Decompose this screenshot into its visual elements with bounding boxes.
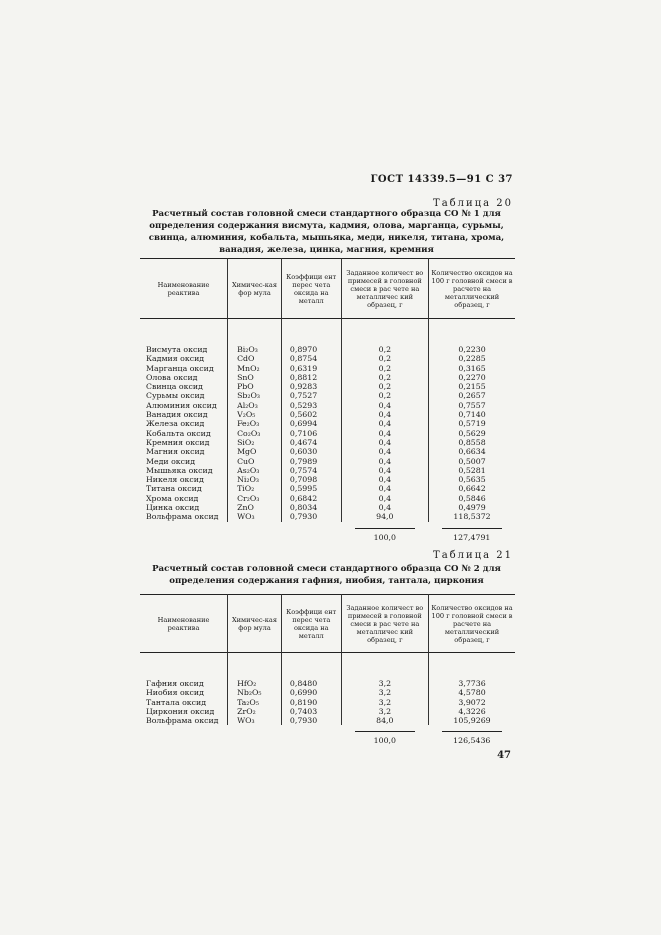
chemical-formula: Sb₂O₃ <box>228 391 282 400</box>
table-row <box>140 345 515 354</box>
conversion-coefficient: 0,5995 <box>281 484 341 493</box>
reagent-name: Сурьмы оксид <box>146 391 205 401</box>
table-row <box>140 382 515 391</box>
conversion-coefficient: 0,6842 <box>281 494 341 503</box>
conversion-coefficient: 0,7527 <box>281 391 341 400</box>
col-amount-header: Количество оксидов на 100 г головной смеси в расчете на металлический образец, г <box>429 595 515 653</box>
chemical-formula: WO₃ <box>228 716 282 725</box>
oxide-amount: 0,8558 <box>429 438 515 447</box>
total-amount: 126,5436 <box>442 731 502 745</box>
chemical-formula: ZrO₂ <box>228 707 282 716</box>
table-row <box>140 716 515 725</box>
given-impurity-mass: 0,2 <box>341 391 428 400</box>
chemical-formula: CuO <box>228 457 282 466</box>
oxide-amount: 0,2657 <box>429 391 515 400</box>
oxide-amount: 0,2285 <box>429 354 515 363</box>
reagent-name: Вольфрама оксид <box>146 716 219 726</box>
given-impurity-mass: 3,2 <box>341 679 428 688</box>
given-impurity-mass: 0,2 <box>341 373 428 382</box>
given-impurity-mass: 0,4 <box>341 457 428 466</box>
table-row <box>140 373 515 382</box>
table-row <box>140 447 515 456</box>
given-impurity-mass: 0,2 <box>341 382 428 391</box>
given-impurity-mass: 0,4 <box>341 484 428 493</box>
conversion-coefficient: 0,6319 <box>281 364 341 373</box>
conversion-coefficient: 0,7106 <box>281 429 341 438</box>
reagent-name: Титана оксид <box>146 484 202 494</box>
conversion-coefficient: 0,7930 <box>281 716 341 725</box>
reagent-name: Кадмия оксид <box>146 354 205 364</box>
col-coef-header: Коэффици ент перес чета оксида на металл <box>281 259 341 319</box>
col-amount-header: Количество оксидов на 100 г головной смеси в расчете на металлический образец, г <box>429 259 515 319</box>
table21-title: Расчетный состав головной смеси стандартного образца СО № 2 для определения содержания гафния, ниобия, тантала, циркония <box>152 564 501 586</box>
conversion-coefficient: 0,6030 <box>281 447 341 456</box>
oxide-amount: 118,5372 <box>429 512 515 521</box>
conversion-coefficient: 0,7098 <box>281 475 341 484</box>
reagent-name: Ниобия оксид <box>146 688 204 698</box>
chemical-formula: MgO <box>228 447 282 456</box>
chemical-formula: V₂O₅ <box>228 410 282 419</box>
total-row <box>140 522 515 542</box>
reagent-name: Вольфрама оксид <box>146 512 219 522</box>
table-row <box>140 707 515 716</box>
given-impurity-mass: 94,0 <box>341 512 428 521</box>
reagent-name: Кобальта оксид <box>146 428 211 438</box>
oxide-amount: 4,3226 <box>429 707 515 716</box>
conversion-coefficient: 0,5602 <box>281 410 341 419</box>
reagent-name: Марганца оксид <box>146 363 214 373</box>
oxide-amount: 0,2230 <box>429 345 515 354</box>
given-impurity-mass: 0,2 <box>341 345 428 354</box>
given-impurity-mass: 0,4 <box>341 410 428 419</box>
chemical-formula: MnO₂ <box>228 364 282 373</box>
oxide-amount: 0,5719 <box>429 419 515 428</box>
oxide-amount: 0,2155 <box>429 382 515 391</box>
given-impurity-mass: 3,2 <box>341 698 428 707</box>
reagent-name: Кремния оксид <box>146 437 210 447</box>
total-given: 100,0 <box>355 528 415 542</box>
reagent-name: Свинца оксид <box>146 382 203 392</box>
conversion-coefficient: 0,8970 <box>281 345 341 354</box>
table21 <box>140 594 515 746</box>
given-impurity-mass: 0,4 <box>341 447 428 456</box>
chemical-formula: Bi₂O₃ <box>228 345 282 354</box>
reagent-name: Меди оксид <box>146 456 196 466</box>
chemical-formula: TiO₂ <box>228 484 282 493</box>
reagent-name: Железа оксид <box>146 419 205 429</box>
oxide-amount: 0,7140 <box>429 410 515 419</box>
oxide-amount: 3,7736 <box>429 679 515 688</box>
table-row <box>140 698 515 707</box>
chemical-formula: Fe₂O₃ <box>228 419 282 428</box>
conversion-coefficient: 0,6990 <box>281 688 341 697</box>
chemical-formula: Nb₂O₅ <box>228 688 282 697</box>
conversion-coefficient: 0,7989 <box>281 457 341 466</box>
given-impurity-mass: 0,4 <box>341 419 428 428</box>
reagent-name: Висмута оксид <box>146 345 208 354</box>
oxide-amount: 0,5007 <box>429 457 515 466</box>
table21-label: Таблица 21 <box>433 550 513 561</box>
given-impurity-mass: 0,4 <box>341 503 428 512</box>
conversion-coefficient: 0,9283 <box>281 382 341 391</box>
conversion-coefficient: 0,8812 <box>281 373 341 382</box>
reagent-name: Хрома оксид <box>146 493 199 503</box>
reagent-name: Олова оксид <box>146 372 198 382</box>
table20 <box>140 258 515 542</box>
table-row <box>140 494 515 503</box>
given-impurity-mass: 0,2 <box>341 354 428 363</box>
oxide-amount: 0,2270 <box>429 373 515 382</box>
given-impurity-mass: 0,4 <box>341 438 428 447</box>
oxide-amount: 0,5846 <box>429 494 515 503</box>
total-row <box>140 725 515 745</box>
conversion-coefficient: 0,5293 <box>281 401 341 410</box>
chemical-formula: Ni₂O₃ <box>228 475 282 484</box>
reagent-name: Мышьяка оксид <box>146 465 213 475</box>
oxide-amount: 0,5629 <box>429 429 515 438</box>
page-number: 47 <box>497 750 511 761</box>
col-coef-header: Коэффици ент перес чета оксида на металл <box>281 595 341 653</box>
conversion-coefficient: 0,7403 <box>281 707 341 716</box>
oxide-amount: 0,3165 <box>429 364 515 373</box>
oxide-amount: 3,9072 <box>429 698 515 707</box>
table-row <box>140 503 515 512</box>
col-formula-header: Химичес-кая фор мула <box>228 259 282 319</box>
table-row <box>140 512 515 521</box>
table-row <box>140 679 515 688</box>
table20-label: Таблица 20 <box>433 198 513 209</box>
chemical-formula: Co₂O₃ <box>228 429 282 438</box>
reagent-name: Магния оксид <box>146 447 205 457</box>
oxide-amount: 0,6634 <box>429 447 515 456</box>
given-impurity-mass: 0,4 <box>341 466 428 475</box>
reagent-name: Цинка оксид <box>146 503 200 513</box>
given-impurity-mass: 0,2 <box>341 364 428 373</box>
col-name-header: Наименование реактива <box>157 615 210 632</box>
table-row <box>140 391 515 400</box>
table-row <box>140 364 515 373</box>
table-row <box>140 354 515 363</box>
conversion-coefficient: 0,8034 <box>281 503 341 512</box>
reagent-name: Циркония оксид <box>146 706 215 716</box>
conversion-coefficient: 0,7574 <box>281 466 341 475</box>
given-impurity-mass: 3,2 <box>341 688 428 697</box>
table-row <box>140 438 515 447</box>
chemical-formula: Cr₂O₃ <box>228 494 282 503</box>
reagent-name: Никеля оксид <box>146 475 204 485</box>
chemical-formula: As₂O₃ <box>228 466 282 475</box>
conversion-coefficient: 0,8754 <box>281 354 341 363</box>
reagent-name: Алюминия оксид <box>146 400 217 410</box>
chemical-formula: Al₂O₃ <box>228 401 282 410</box>
oxide-amount: 0,5635 <box>429 475 515 484</box>
given-impurity-mass: 0,4 <box>341 401 428 410</box>
given-impurity-mass: 0,4 <box>341 475 428 484</box>
chemical-formula: CdO <box>228 354 282 363</box>
oxide-amount: 0,5281 <box>429 466 515 475</box>
col-given-header: Заданное количест во примесей в головной смеси в рас чете на металличес кий образец, г <box>341 259 428 319</box>
chemical-formula: SiO₂ <box>228 438 282 447</box>
reagent-name: Тантала оксид <box>146 697 207 707</box>
oxide-amount: 105,9269 <box>429 716 515 725</box>
table-row <box>140 401 515 410</box>
conversion-coefficient: 0,6994 <box>281 419 341 428</box>
given-impurity-mass: 3,2 <box>341 707 428 716</box>
reagent-name: Ванадия оксид <box>146 410 208 420</box>
oxide-amount: 0,7557 <box>429 401 515 410</box>
col-formula-header: Химичес-кая фор мула <box>228 595 282 653</box>
table-row <box>140 457 515 466</box>
given-impurity-mass: 84,0 <box>341 716 428 725</box>
page-header: ГОСТ 14339.5—91 С 37 <box>370 174 513 185</box>
oxide-amount: 4,5780 <box>429 688 515 697</box>
table-row <box>140 475 515 484</box>
given-impurity-mass: 0,4 <box>341 429 428 438</box>
chemical-formula: Ta₂O₅ <box>228 698 282 707</box>
conversion-coefficient: 0,8480 <box>281 679 341 688</box>
table-row <box>140 688 515 697</box>
conversion-coefficient: 0,8190 <box>281 698 341 707</box>
reagent-name: Гафния оксид <box>146 679 204 688</box>
chemical-formula: SnO <box>228 373 282 382</box>
table-row <box>140 410 515 419</box>
spacer-row <box>140 653 515 680</box>
chemical-formula: WO₃ <box>228 512 282 521</box>
conversion-coefficient: 0,4674 <box>281 438 341 447</box>
col-name-header: Наименование реактива <box>157 280 210 297</box>
table-row <box>140 429 515 438</box>
col-given-header: Заданное количест во примесей в головной смеси в рас чете на металличес кий образец, г <box>341 595 428 653</box>
table-row <box>140 419 515 428</box>
conversion-coefficient: 0,7930 <box>281 512 341 521</box>
oxide-amount: 0,6642 <box>429 484 515 493</box>
table-row <box>140 484 515 493</box>
chemical-formula: PbO <box>228 382 282 391</box>
total-amount: 127,4791 <box>442 528 502 542</box>
oxide-amount: 0,4979 <box>429 503 515 512</box>
table20-title: Расчетный состав головной смеси стандартного образца СО № 1 для определения содержания висмута, кадмия, олова, марганца, сурьмы, свинца, алюминия, кобальта, мышьяка, меди, никеля, титана, хрома, ванадия, железа, цинка, магния, кремния <box>148 209 505 255</box>
total-given: 100,0 <box>355 731 415 745</box>
chemical-formula: HfO₂ <box>228 679 282 688</box>
chemical-formula: ZnO <box>228 503 282 512</box>
spacer-row <box>140 319 515 346</box>
table-row <box>140 466 515 475</box>
given-impurity-mass: 0,4 <box>341 494 428 503</box>
